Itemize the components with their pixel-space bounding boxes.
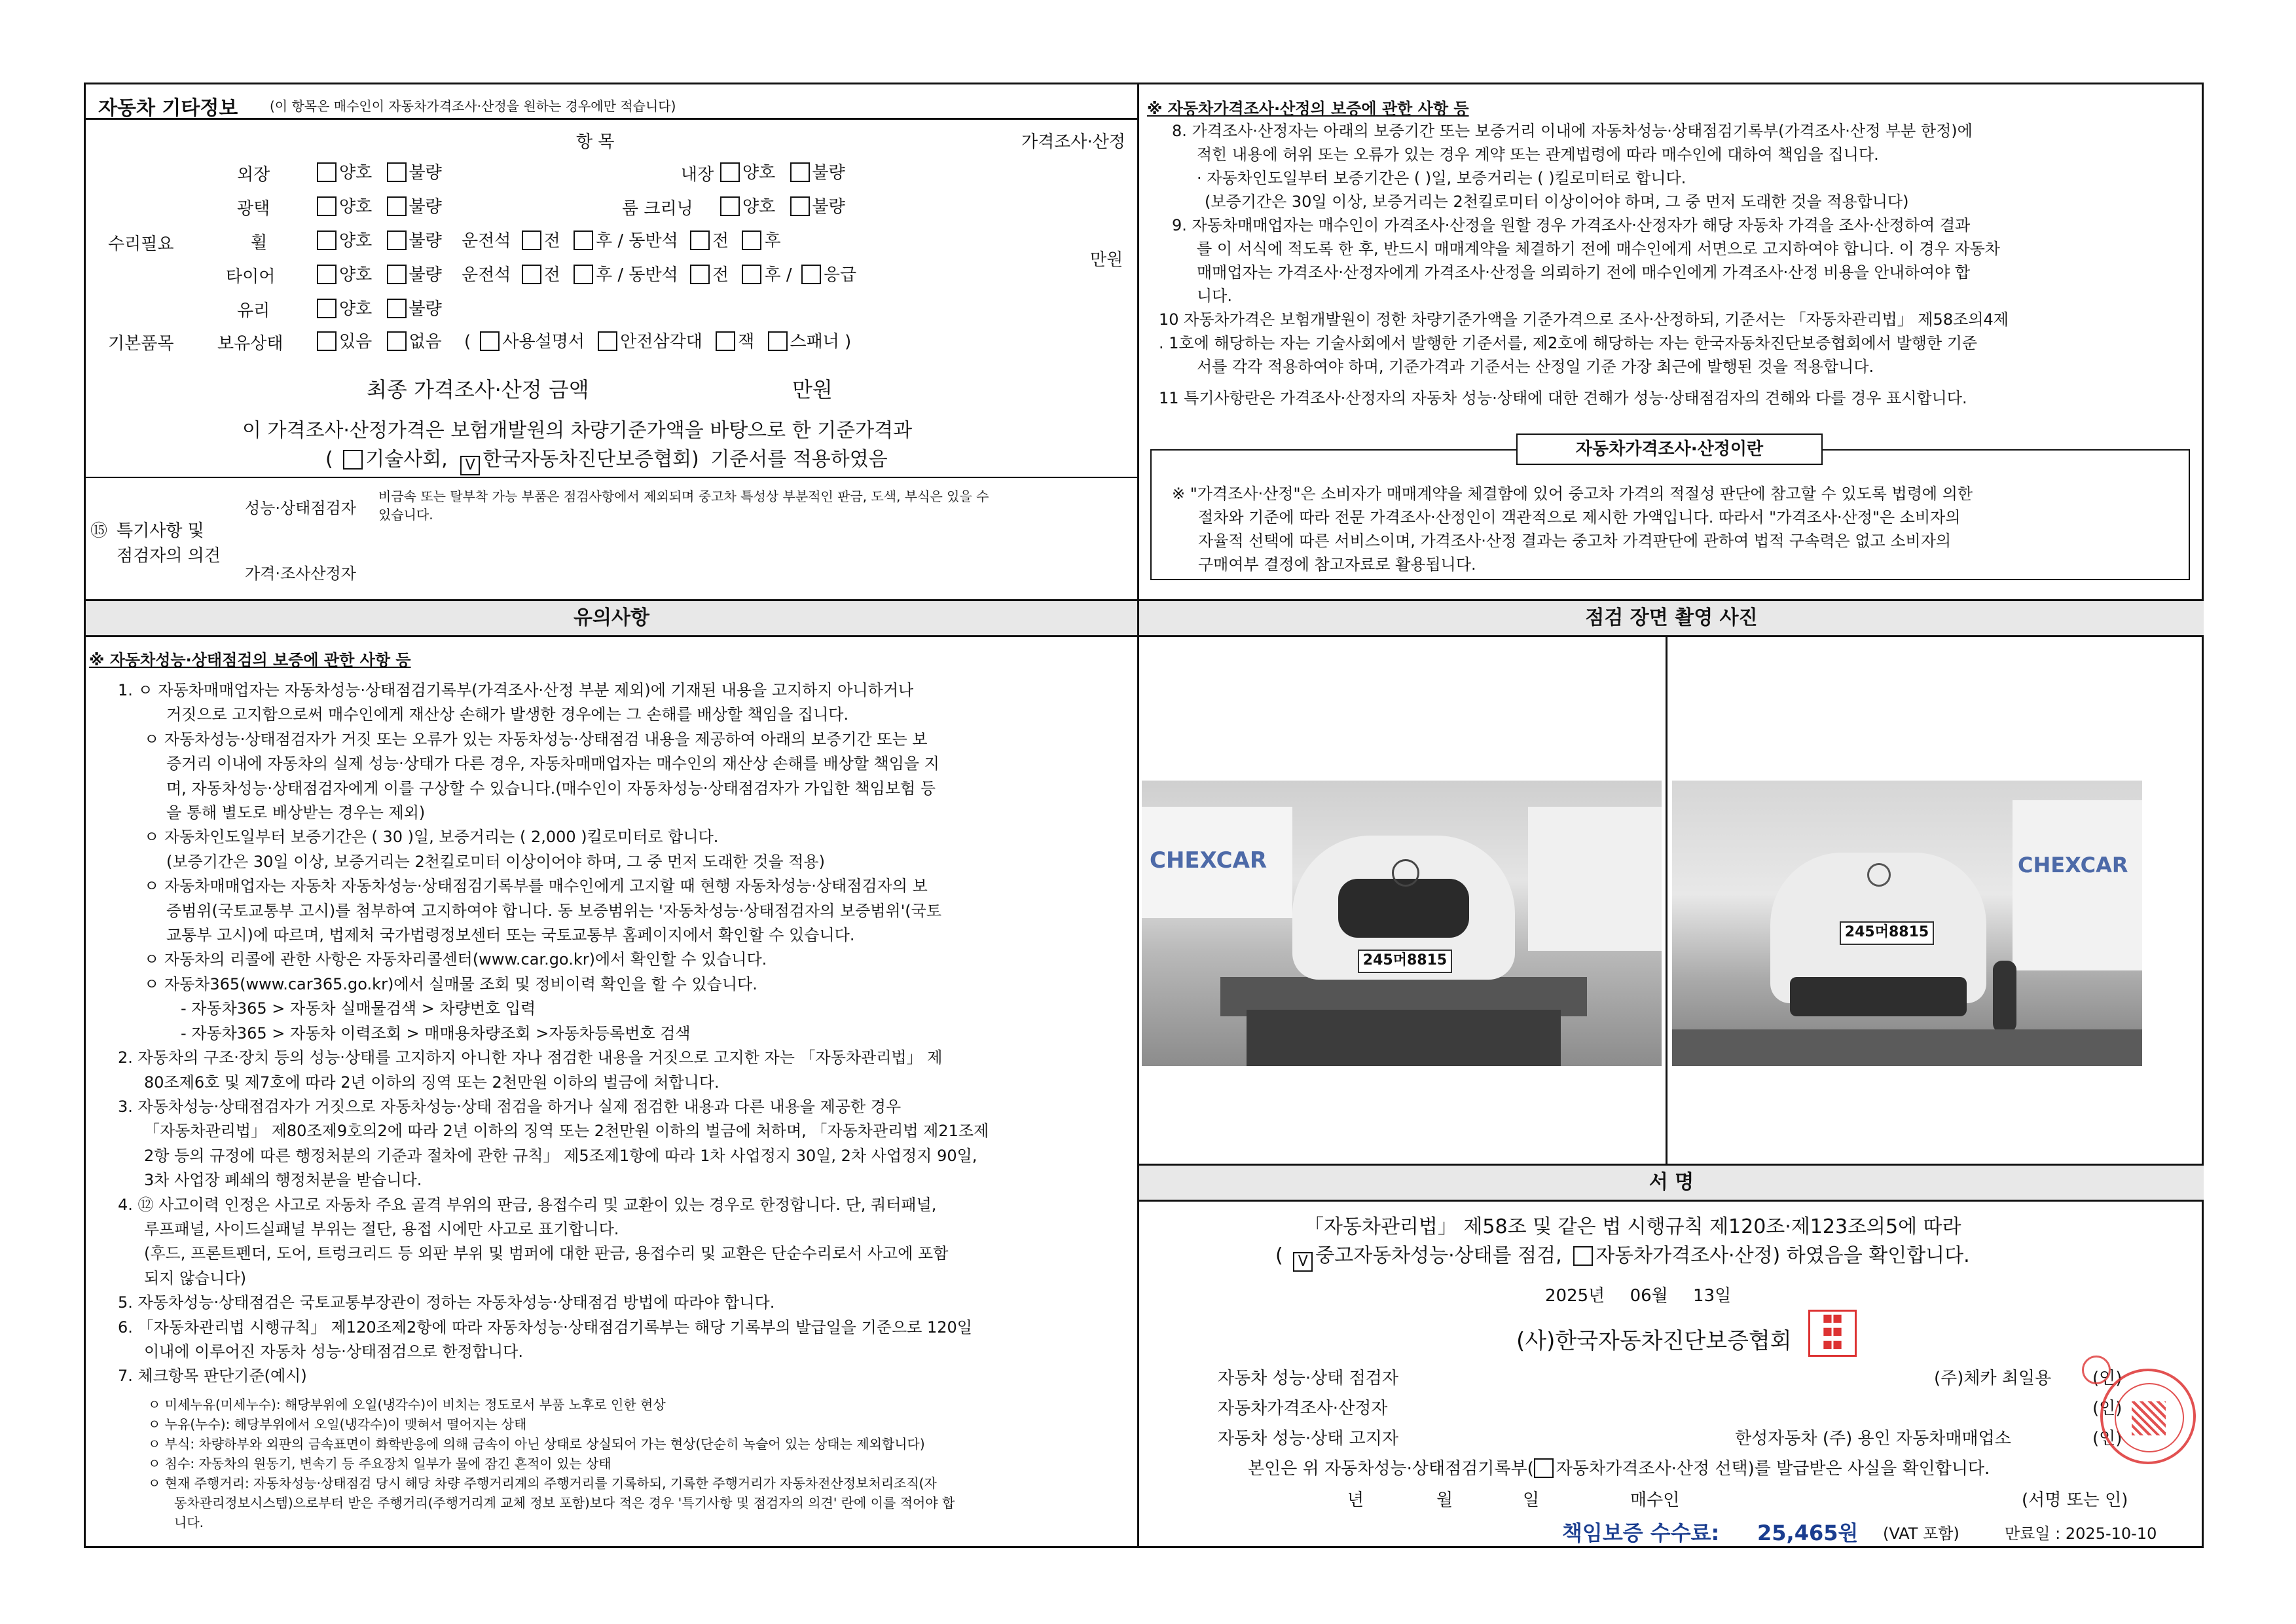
tire-label: 타이어 — [226, 267, 276, 287]
center-divider — [1137, 83, 1139, 1548]
special-notes-label-1: 특기사항 및 — [117, 521, 204, 541]
room-clean-label: 룸 크리닝 — [622, 199, 693, 219]
chexcar-logo-rear: CHEXCAR — [2018, 853, 2128, 877]
signature-header: 서 명 — [1139, 1166, 2204, 1200]
left-top-subtitle: (이 항목은 매수인이 자동차가격조사·산정을 원하는 경우에만 적습니다) — [270, 98, 676, 114]
col-item-header: 항 목 — [576, 132, 615, 152]
exterior-bad-checkbox[interactable] — [387, 162, 407, 182]
inspection-photo-rear — [1672, 781, 2142, 1066]
right-top-item-10: 10 자동차가격은 보험개발원이 정한 차량기준가액을 기준가격으로 조사·산정하되, 기준서는 「자동차관리법」 제58조의4제 . 1호에 해당하는 자는 기술사회에서 발행한 기준서를, 제2호에 해당하는 자는 한국자동차진단보증협회에서 발행한 기준 서를 각각 적용하여야 하며, 기준가격과 기준서는 산정일 기준 가장 최근에 발행된 것을 적용합니다. — [1159, 310, 2009, 376]
glass-good-checkbox[interactable] — [317, 299, 337, 318]
price-surveyor-row-label: 자동차가격조사·산정자 — [1218, 1399, 1388, 1418]
wheel-driver-rear-checkbox[interactable] — [574, 231, 593, 250]
chexcar-logo-front: CHEXCAR — [1150, 847, 1267, 874]
plate-rear: 245머8815 — [1840, 921, 1934, 945]
law-line: 「자동차관리법」 제58조 및 같은 법 시행규칙 제120조·제123조의5에 따라 — [1304, 1215, 1961, 1238]
inspector-label: 성능·상태점검자 — [245, 499, 356, 517]
basis-text: 이 가격조사·산정가격은 보험개발원의 차량기준가액을 바탕으로 한 기준가격과 — [242, 419, 913, 442]
inspector-row-value: (주)체카 최일용 — [1934, 1369, 2052, 1388]
notes-criteria: ㅇ 미세누유(미세누수): 해당부위에 오일(냉각수)이 비치는 정도로서 부품 노후로 인한 현상 ㅇ 누유(누수): 해당부위에서 오일(냉각수)이 맺혀서 떨어지는 상태 ㅇ 부식: 차량하부와 외판의 금속표면이 화학반응에 의해 금속이 아닌 상태로 상실되어 가는 현상(단순히 녹슬어 있는 상태는 제외합니다) ㅇ 침수: 자동차의 원동기, 변속기 등 주요장치 일부가 물에 잠긴 흔적이 있는 상태 ㅇ 현재 주행거리: 자동차성능·상태점검 당시 해당 차량 주행거리계의 주행거리를 기록하되, 기록한 주행거리가 자동차전산정보처리조직(자 동차관리정보시스템)으로부터 받은 주행거리(주행거리계 교체 정보 포함)보다 적은 경우 '특기사항 및 점검자의 의견' 란에 이를 적어야 합 니다. — [148, 1397, 955, 1530]
fee-label: 책임보증 수수료: — [1562, 1521, 1720, 1545]
price-surveyor-row-seal: (인) — [2092, 1399, 2123, 1418]
wheel-options: 양호 불량 운전석 전 후 / 동반석 전 후 — [317, 227, 781, 251]
notes-body: 1. ㅇ 자동차매매업자는 자동차성능·상태점검기록부(가격조사·산정 부분 제외)에 기재된 내용을 고지하지 아니하거나 거짓으로 고지함으로써 매수인에게 재산상 손해가 발생한 경우에는 그 손해를 배상할 책임을 집니다. ㅇ 자동차성능·상태점검자가 거짓 또는 오류가 있는 자동차성능·상태점검 내용을 제공하여 아래의 보증기간 또는 보 증거리 이내에 자동차의 실제 성능·상태가 다른 경우, 자동차매매업자는 매수인의 재산상 손해를 배상할 책임을 지 며, 자동차성능·상태점검자에게 이를 구상할 수 있습니다.(매수인이 자동차성능·상태점검자가 가입한 책임보험 등 을 통해 별도로 배상받는 경우는 제외) ㅇ 자동차인도일부터 보증기간은 ( 30 )일, 보증거리는 ( 2,000 )킬로미터로 합니다. (보증기간은 30일 이상, 보증거리는 2천킬로미터 이상이어야 하며, 그 중 먼저 도래한 것을 적용) ㅇ 자동차매매업자는 자동차 자동차성능·상태점검기록부를 매수인에게 고지할 때 현행 자동차성능·상태점검자의 보 증범위(국토교통부 고시)를 첨부하여 고지하여야 합니다. 동 보증범위는 '자동차성능·상태점검자의 보증범위'(국토 교통부 고시)에 따르며, 법제처 국가법령정보센터 또는 국토교통부 홈페이지에서 확인할 수 있습니다. ㅇ 자동차의 리콜에 관한 사항은 자동차리콜센터(www.car.go.kr)에서 확인할 수 있습니다. ㅇ 자동차365(www.car365.go.kr)에서 실매물 조회 및 정비이력 확인을 할 수 있습니다. - 자동차365 > 자동차 실매물검색 > 차량번호 입력 - 자동차365 > 자동차 이력조회 > 매매용차량조회 >자동차등록번호 검색 2. 자동차의 구조·장치 등의 성능·상태를 고지하지 아니한 자나 점검한 내용을 거짓으로 고지한 자는 「자동차관리법」 제 80조제6호 및 제7호에 따라 2년 이하의 징역 또는 2천만원 이하의 벌금에 처합니다. 3. 자동차성능·상태점검자가 거짓으로 자동차성능·상태 점검을 하거나 실제 점검한 내용과 다른 내용을 제공한 경우 「자동차관리법」 제80조제9호의2에 따라 2년 이하의 징역 또는 2천만원 이하의 벌금에 처하며, 「자동차관리법 제21조제 2항 등의 규정에 따른 행정처분의 기준과 절차에 관한 규칙」 제5조제1항에 따라 1차 사업정지 30일, 2차 사업정지 90일, 3차 사업장 폐쇄의 행정처분을 받습니다. 4. ⑫ 사고이력 인정은 사고로 자동차 주요 골격 부위의 판금, 용접수리 및 교환이 있는 경우로 한정합니다. 단, 쿼터패널, 루프패널, 사이드실패널 부위는 절단, 용접 시에만 사고로 표기합니다. (후드, 프론트펜더, 도어, 트렁크리드 등 외판 부위 및 범퍼에 대한 판금, 용접수리 및 교환은 단순수리로서 사고에 포함 되지 않습니다) 5. 자동차성능·상태점검은 국토교통부장관이 정하는 자동차성능·상태점검 방법에 따라야 합니다. 6. 「자동차관리법 시행규칙」 제120조제2항에 따라 자동차성능·상태점검기록부는 해당 기록부의 발급일을 기준으로 120일 이내에 이루어진 자동차 성능·상태점검으로 한정합니다. 7. 체크항목 판단기준(예시) — [118, 681, 989, 1386]
repair-label: 수리필요 — [108, 234, 174, 254]
warranty-expiry: 만료일 : 2025-10-10 — [2005, 1524, 2157, 1543]
col-price-header: 가격조사·산정 — [1021, 132, 1125, 152]
glass-options: 양호 불량 — [317, 295, 442, 320]
receipt-price-checkbox[interactable] — [1534, 1458, 1554, 1478]
wheel-bad-checkbox[interactable] — [387, 231, 407, 250]
wheel-passenger-front-checkbox[interactable] — [690, 231, 710, 250]
manual-checkbox[interactable] — [480, 331, 500, 351]
tire-good-checkbox[interactable] — [317, 265, 337, 284]
exterior-label: 외장 — [237, 165, 270, 185]
buyer-date-m: 월 — [1436, 1490, 1453, 1510]
interior-label: 내장 — [681, 165, 714, 185]
inspector-row-seal: (인) — [2092, 1369, 2123, 1388]
definition-box-title: 자동차가격조사·산정이란 — [1575, 439, 1764, 459]
wheel-passenger-rear-checkbox[interactable] — [742, 231, 761, 250]
possession-label: 보유상태 — [217, 334, 283, 354]
right-top-item-8: 8. 가격조사·산정자는 아래의 보증기간 또는 보증거리 이내에 자동차성능·상태점검기록부(가격조사·산정 부분 한정)에 적힌 내용에 허위 또는 오류가 있는 경우 계약 또는 관계법령에 따라 매수인에 대하여 책임을 집니다. · 자동차인도일부터 보증기간은 ( )일, 보증거리는 ( )킬로미터로 합니다. (보증기간은 30일 이상, 보증거리는 2천킬로미터 이상이어야 하며, 그 중 먼저 도래한 것을 적용합니다) — [1172, 122, 1973, 211]
left-top-title: 자동차 기타정보 — [98, 97, 238, 120]
interior-good-checkbox[interactable] — [720, 162, 740, 182]
issue-date: 2025년 06월 13일 — [1545, 1286, 1732, 1306]
left-top-title-rule — [84, 118, 1137, 120]
receipt-line: 본인은 위 자동차성능·상태점검기록부( 자동차가격조사·산정 선택)를 발급받은 사실을 확인합니다. — [1248, 1459, 1990, 1479]
basic-items-options: 있음 없음 ( 사용설명서 안전삼각대 잭 스패너 ) — [317, 328, 851, 352]
interior-options: 양호 불량 — [720, 159, 845, 183]
tire-emergency-checkbox[interactable] — [801, 265, 821, 284]
definition-box-title-box — [1516, 434, 1823, 465]
wheel-good-checkbox[interactable] — [317, 231, 337, 250]
fee-value: 25,465원 — [1757, 1521, 1859, 1545]
wheel-label: 휠 — [251, 233, 268, 253]
inspector-note-1: 비금속 또는 탈부착 가능 부품은 점검사항에서 제외되며 중고차 특성상 부분적인 판금, 도색, 부식은 있을 수 — [378, 489, 989, 504]
buyer-date-d: 일 — [1523, 1490, 1540, 1510]
gloss-good-checkbox[interactable] — [317, 196, 337, 216]
spanner-checkbox[interactable] — [768, 331, 788, 351]
signature-header-rule — [1137, 1200, 2204, 1202]
interior-bad-checkbox[interactable] — [790, 162, 810, 182]
notifier-row-seal: (인) — [2092, 1429, 2123, 1449]
notes-subtitle: ※ 자동차성능·상태점검의 보증에 관한 사항 등 — [89, 651, 411, 669]
price-manwon-unit: 만원 — [1090, 250, 1123, 270]
notifier-row-value: 한성자동차 (주) 용인 자동차매매업소 — [1735, 1429, 2011, 1449]
notes-header-rule — [84, 635, 1137, 637]
room-clean-options: 양호 불량 — [720, 193, 845, 217]
company-seal-icon — [2100, 1369, 2196, 1464]
tire-passenger-front-checkbox[interactable] — [690, 265, 710, 284]
tech-society-checkbox[interactable] — [343, 450, 363, 470]
photos-header-rule — [1137, 635, 2204, 637]
confirm-line: ( V 중고자동차성능·상태를 점검, 자동차가격조사·산정) 하였음을 확인합니다. — [1275, 1239, 1970, 1272]
fee-vat-note: (VAT 포함) — [1883, 1524, 1959, 1543]
plate-front: 245머8815 — [1358, 950, 1452, 973]
possession-none-checkbox[interactable] — [387, 331, 407, 351]
special-notes-label-2: 점검자의 의견 — [117, 546, 221, 566]
triangle-checkbox[interactable] — [598, 331, 617, 351]
final-price-unit: 만원 — [792, 377, 833, 402]
possession-have-checkbox[interactable] — [317, 331, 337, 351]
tire-bad-checkbox[interactable] — [387, 265, 407, 284]
gloss-bad-checkbox[interactable] — [387, 196, 407, 216]
right-top-item-11: 11 특기사항란은 가격조사·산정자의 자동차 성능·상태에 대한 견해가 성능·상태점검자의 견해와 다를 경우 표시합니다. — [1159, 389, 1967, 407]
photos-divider — [1666, 635, 1667, 1164]
buyer-sign-hint: (서명 또는 인) — [2022, 1490, 2128, 1510]
association-name: (사)한국자동차진단보증협회 — [1516, 1328, 1792, 1354]
right-top-title: ※ 자동차가격조사·산정의 보증에 관한 사항 등 — [1147, 100, 1469, 118]
jack-checkbox[interactable] — [716, 331, 735, 351]
special-notes-number: ⑮ — [90, 521, 108, 541]
used-car-inspection-checkbox[interactable]: V — [1293, 1252, 1313, 1272]
definition-text: ※ "가격조사·산정"은 소비자가 매매계약을 체결함에 있어 중고차 가격의 적절성 판단에 참고할 수 있도록 법령에 의한 절차와 기준에 따라 전문 가격조사·산정인이 객관적으로 제시한 가액입니다. 따라서 "가격조사·산정"은 소비자의 자율적 선택에 따른 서비스이며, 가격조사·산정 결과는 중고차 가격판단에 관하여 법적 구속력은 없고 소비자의 구매여부 결정에 참고자료로 활용됩니다. — [1172, 485, 1973, 574]
notes-header: 유의사항 — [86, 601, 1137, 635]
room-clean-good-checkbox[interactable] — [720, 196, 740, 216]
photos-header: 점검 장면 촬영 사진 — [1139, 601, 2204, 635]
exterior-options: 양호 불량 — [317, 159, 442, 183]
wheel-driver-front-checkbox[interactable] — [522, 231, 541, 250]
tire-passenger-rear-checkbox[interactable] — [742, 265, 761, 284]
inspector-note-2: 있습니다. — [378, 507, 433, 523]
gloss-options: 양호 불량 — [317, 193, 442, 217]
buyer-label: 매수인 — [1630, 1490, 1680, 1510]
gloss-label: 광택 — [237, 199, 270, 219]
inspector-row-label: 자동차 성능·상태 점검자 — [1218, 1369, 1398, 1388]
tire-driver-rear-checkbox[interactable] — [574, 265, 593, 284]
right-top-item-9: 9. 자동차매매업자는 매수인이 가격조사·산정을 원할 경우 가격조사·산정자가 해당 자동차 가격을 조사·산정하여 결과 를 이 서식에 적도록 한 후, 반드시 매매계약을 체결하기 전에 매수인에게 서면으로 고지하여야 합니다. 이 경우 자동차 매매업자는 가격조사·산정자에게 가격조사·산정을 의뢰하기 전에 매수인에게 가격조사·산정 비용을 안내하여야 합 니다. — [1172, 216, 2000, 305]
glass-bad-checkbox[interactable] — [387, 299, 407, 318]
final-price-label: 최종 가격조사·산정 금액 — [367, 377, 589, 402]
exterior-good-checkbox[interactable] — [317, 162, 337, 182]
special-notes-rule — [84, 477, 1137, 478]
notifier-row-label: 자동차 성능·상태 고지자 — [1218, 1429, 1398, 1449]
association-seal-icon: ■■ ■■ ■■ — [1808, 1310, 1857, 1357]
room-clean-bad-checkbox[interactable] — [790, 196, 810, 216]
price-inspector-label: 가격·조사산정자 — [245, 564, 356, 583]
inspector-seal-icon — [2082, 1356, 2111, 1384]
tire-options: 양호 불량 운전석 전 후 / 동반석 전 후 / 응급 — [317, 261, 856, 286]
glass-label: 유리 — [237, 301, 270, 321]
price-survey-checkbox[interactable] — [1573, 1246, 1593, 1266]
basic-items-label: 기본품목 — [108, 334, 174, 354]
basis-standard-row: ( 기술사회, V 한국자동차진단보증협회) 기준서를 적용하였음 — [325, 443, 888, 475]
buyer-date-y: 년 — [1347, 1490, 1364, 1510]
kadia-checkbox[interactable]: V — [460, 456, 480, 475]
tire-driver-front-checkbox[interactable] — [522, 265, 541, 284]
inspection-photo-front — [1142, 781, 1662, 1066]
